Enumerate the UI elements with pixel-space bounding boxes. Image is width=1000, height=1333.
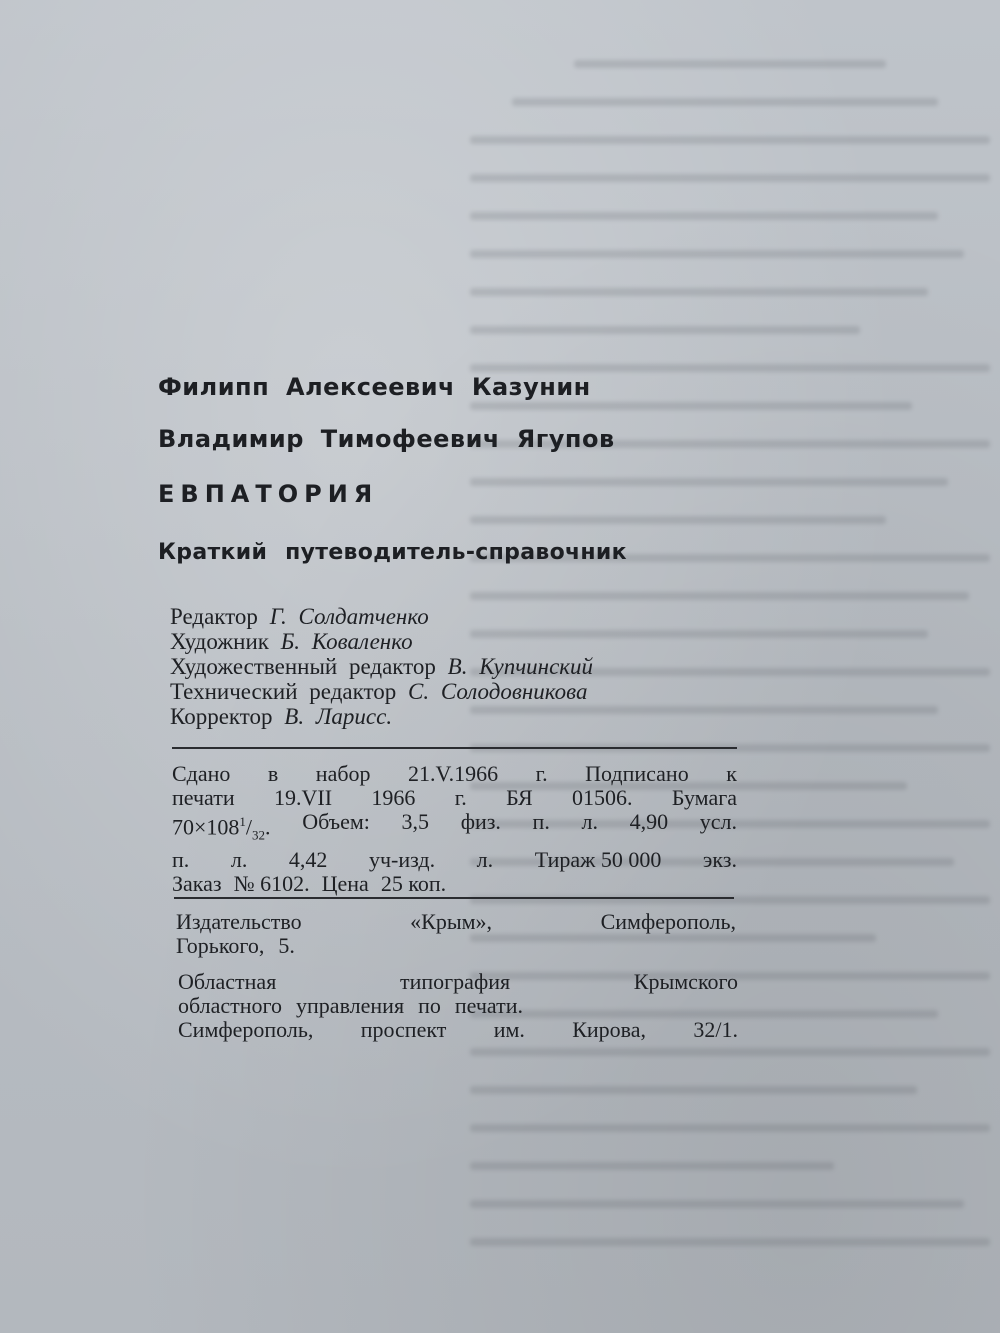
imprint-word: экз. [702,846,737,872]
printer-word: типография [400,969,511,994]
printer-word: по [418,993,441,1018]
credit-role: Корректор [170,704,273,729]
publisher-word: Издательство [176,909,302,934]
credit-row [170,604,593,629]
printer-line [178,1018,738,1042]
imprint-block [172,762,737,896]
credit-row [170,704,593,729]
credit-name: С. Солодовникова [407,679,588,704]
paper-size: 70×108 [172,814,240,840]
publisher-word: Симферополь, [600,909,736,934]
credit-name: В. Купчинский [447,654,594,679]
credit-name: Г. Солдатченко [269,604,429,629]
credit-row [170,654,593,679]
imprint-word: набор [315,761,371,786]
publisher-word: «Крым», [410,909,493,934]
printer-word: проспект [360,1017,447,1042]
printer-word: им. [493,1017,525,1042]
imprint-word: Бумага [671,785,737,810]
printer-word: 32/1. [693,1017,738,1042]
book-title: ЕВПАТОРИЯ [158,480,379,508]
imprint-word: физ. [460,809,501,834]
printer-word: Областная [178,969,277,994]
divider-rule [174,897,734,899]
credit-role: Художник [170,629,269,654]
publisher-word: 5. [278,933,295,958]
imprint-word: БЯ [506,785,533,810]
publisher-block [176,910,736,958]
printer-line [178,994,738,1018]
printer-block [178,970,738,1042]
publisher-line [176,910,736,934]
printer-word: областного [178,993,283,1018]
imprint-word: л. [581,809,598,834]
author-name: Филипп Алексеевич Казунин [158,373,591,401]
credit-row [170,679,593,704]
imprint-word: 01506. [572,785,633,810]
imprint-word: л. [230,846,248,872]
printer-word: управления [296,993,405,1018]
imprint-line [172,872,737,896]
printer-line [178,970,738,994]
credit-name: В. Ларисс. [284,704,393,729]
imprint-word: 25 коп. [380,870,447,896]
imprint-word: 3,5 [401,809,430,834]
imprint-word: Подписано [585,761,689,786]
imprint-line [172,786,737,810]
imprint-word: Цена [321,870,369,896]
imprint-word: 4,42 [288,846,328,872]
printer-word: Крымского [633,969,738,994]
credit-role: Технический редактор [170,679,397,704]
book-subtitle: Краткий путеводитель-справочник [158,540,627,565]
paper-fraction-denominator: 32 [252,827,266,843]
publisher-line [176,934,736,958]
imprint-line [172,762,737,786]
imprint-word: в [267,761,279,786]
divider-rule [172,747,737,749]
imprint-word: № 6102. [233,870,310,896]
credits-list [170,604,593,729]
imprint-word: к [726,761,737,786]
imprint-word: г. [454,785,467,810]
imprint-word: 4,90 [629,809,669,834]
imprint-word: Объем: [302,809,370,834]
imprint-word: п. [532,809,550,834]
imprint-word: усл. [699,809,737,834]
imprint-line [172,810,737,848]
imprint-word: л. [476,846,494,872]
author-name: Владимир Тимофеевич Ягупов [158,425,615,453]
imprint-word: Сдано [172,761,231,786]
imprint-word: уч-изд. [368,846,436,872]
imprint-word: Заказ [172,870,222,896]
printer-word: Кирова, [572,1017,647,1042]
imprint-word: п. [172,846,190,872]
imprint-word: 1966 [371,785,416,810]
imprint-word: печати [172,785,235,810]
imprint-line [172,848,737,872]
credit-row [170,629,593,654]
printer-word: Симферополь, [178,1017,314,1042]
imprint-word: 21.V.1966 [408,761,499,786]
credit-role: Редактор [170,604,258,629]
imprint-word: 19.VII [273,785,333,810]
paper-fraction-numerator: 1 [239,814,246,829]
publisher-word: Горького, [176,933,265,958]
credit-name: Б. Коваленко [280,629,413,654]
credit-role: Художественный редактор [170,654,436,679]
imprint-word: Тираж 50 000 [534,846,662,872]
printer-word: печати. [454,993,523,1018]
paper-format: $70\times 108^1/_{32}$. [172,814,271,843]
imprint-word: г. [535,761,548,786]
